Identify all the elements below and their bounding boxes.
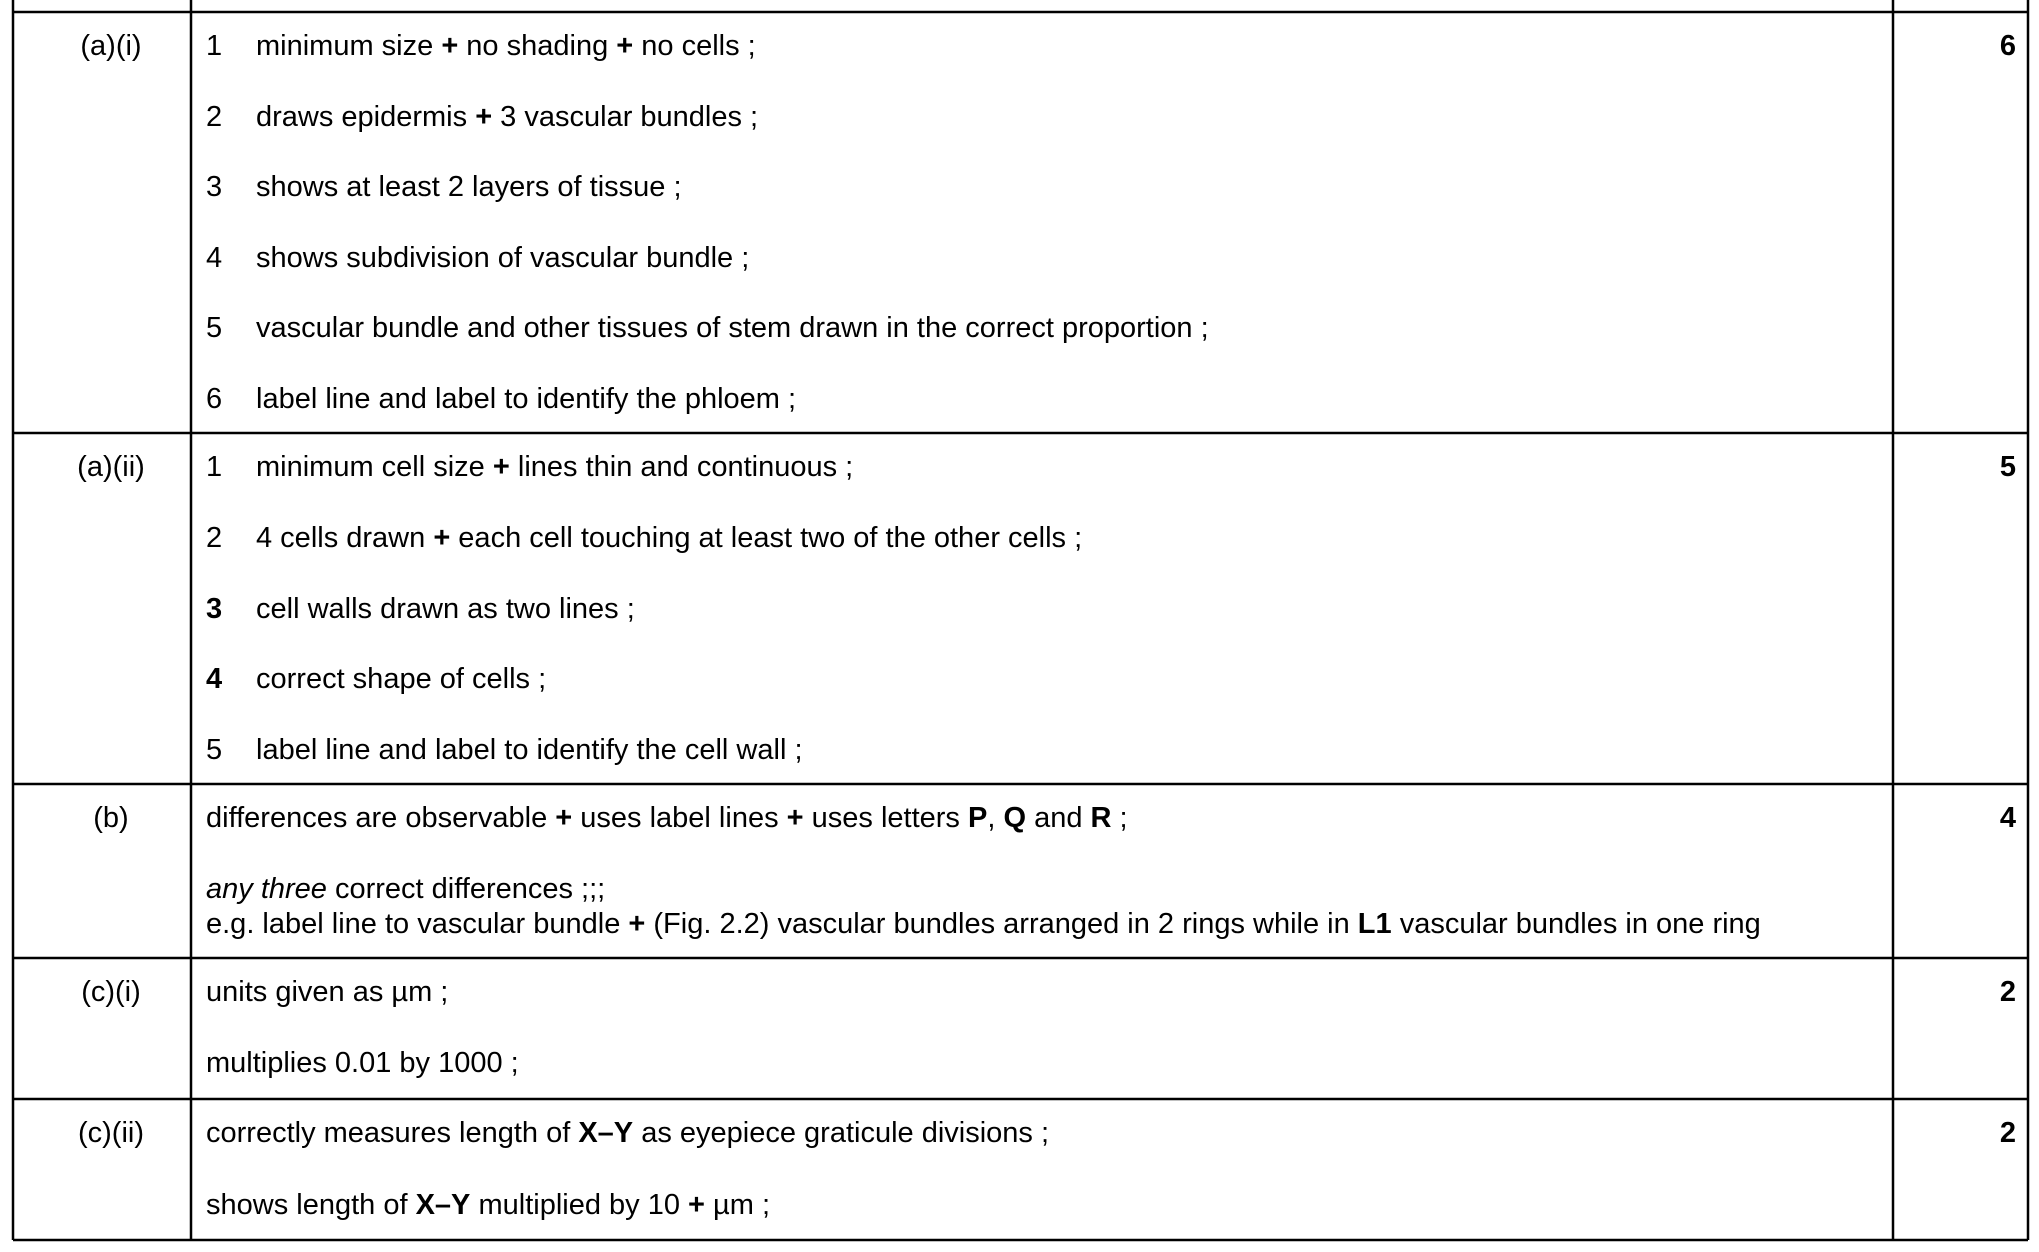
answer-line: shows length of X–Y multiplied by 10 + µm ; <box>206 1189 771 1221</box>
point-text: 4 cells drawn + each cell touching at least two of the other cells ; <box>256 522 1083 554</box>
point-number: 5 <box>206 734 223 766</box>
point-number: 3 <box>206 171 223 203</box>
point-text: correct shape of cells ; <box>256 663 547 695</box>
point-number: 2 <box>206 101 223 133</box>
point-number: 4 <box>206 663 223 695</box>
point-text: draws epidermis + 3 vascular bundles ; <box>256 101 759 133</box>
answer-line: units given as µm ; <box>206 976 449 1008</box>
question-number: (c)(i) <box>81 976 141 1008</box>
answer-line: differences are observable + uses label lines + uses letters P, Q and R ; <box>206 802 1128 834</box>
answer-line: e.g. label line to vascular bundle + (Fig. 2.2) vascular bundles arranged in 2 rings while in L1 vascular bundles in one ring <box>206 908 1761 940</box>
marks-value: 6 <box>1999 30 2017 62</box>
marks-value: 5 <box>1999 451 2017 483</box>
point-number: 5 <box>206 312 223 344</box>
answer-line: correctly measures length of X–Y as eyepiece graticule divisions ; <box>206 1117 1050 1149</box>
answer-line: any three correct differences ;;; <box>206 873 606 905</box>
point-text: shows at least 2 layers of tissue ; <box>256 171 682 203</box>
point-text: minimum size + no shading + no cells ; <box>256 30 756 62</box>
marks-value: 4 <box>1999 802 2017 834</box>
question-number: (c)(ii) <box>77 1117 144 1149</box>
point-text: cell walls drawn as two lines ; <box>256 593 635 625</box>
point-number: 2 <box>206 522 223 554</box>
point-text: shows subdivision of vascular bundle ; <box>256 242 750 274</box>
marks-value: 2 <box>1999 1117 2017 1149</box>
question-number: (a)(ii) <box>77 451 145 483</box>
point-text: minimum cell size + lines thin and continuous ; <box>256 451 854 483</box>
answer-line: multiplies 0.01 by 1000 ; <box>206 1047 519 1079</box>
point-text: label line and label to identify the phloem ; <box>256 383 797 415</box>
point-number: 1 <box>206 451 223 483</box>
point-text: label line and label to identify the cell wall ; <box>256 734 803 766</box>
marks-value: 2 <box>1999 976 2017 1008</box>
point-number: 1 <box>206 30 223 62</box>
question-number: (b) <box>93 802 129 834</box>
point-number: 6 <box>206 383 223 415</box>
point-text: vascular bundle and other tissues of stem drawn in the correct proportion ; <box>256 312 1209 344</box>
point-number: 4 <box>206 242 223 274</box>
point-number: 3 <box>206 593 223 625</box>
question-number: (a)(i) <box>80 30 142 62</box>
